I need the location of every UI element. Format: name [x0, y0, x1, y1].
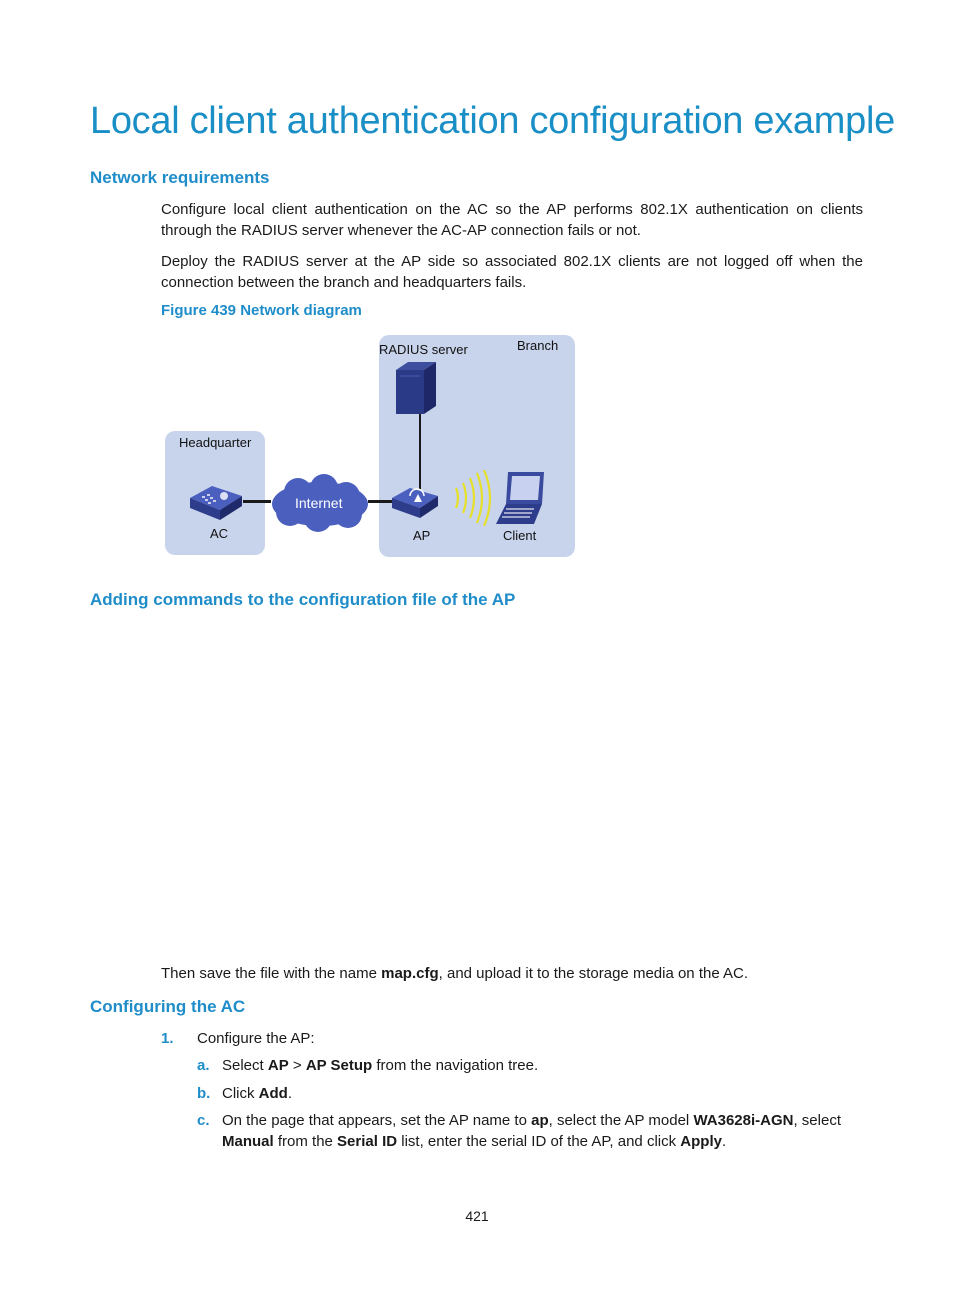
substep-a-letter [197, 1055, 210, 1076]
figure-caption: Figure 439 Network diagram [161, 302, 362, 319]
substep-c-l2-post: . [721, 1133, 727, 1150]
config-filename: map.cfg [381, 965, 439, 982]
substep-c-marker: c. [197, 1112, 210, 1129]
paragraph-local-auth: Configure local client authentication on the AC so the AP performs 802.1X authentication on clients through the RADIUS server whenever the AC-AP connection fails or not. [161, 201, 863, 239]
section-heading-configuring-ac: Configuring the AC [90, 997, 246, 1016]
substep-c-l2-mid2: list, enter the serial ID of the AP, and click [397, 1133, 681, 1150]
section-heading-network-requirements: Network requirements [90, 168, 270, 187]
save-file-instruction [161, 963, 863, 984]
paragraph-radius-deploy: Deploy the RADIUS server at the AP side so associated 802.1X clients are not logged off when the connection between the branch and headquarters fails. [161, 253, 863, 291]
server-icon [394, 360, 438, 416]
substep-a-text [222, 1055, 538, 1076]
radius-server-label: RADIUS server [379, 342, 468, 357]
substep-c-letter [197, 1110, 210, 1131]
save-text-pre: Then save the file with the name [161, 965, 382, 982]
wireless-signal-icon [450, 470, 494, 526]
ac-label: AC [210, 526, 229, 541]
laptop-icon [494, 468, 550, 526]
substep-b-text [222, 1083, 292, 1104]
step-1-number [161, 1028, 174, 1049]
substep-a-marker: a. [197, 1057, 210, 1074]
page-title: Local client authentication configuration example [90, 100, 895, 142]
ap-model-value: WA3628i-AGN [693, 1112, 794, 1129]
substep-c-text-line1 [222, 1110, 841, 1131]
button-apply-ref: Apply [680, 1133, 722, 1150]
substep-a-sep: > [288, 1057, 306, 1074]
link-ac-internet [243, 500, 271, 503]
substep-c-l1-pre: On the page that appears, set the AP name to [222, 1112, 532, 1129]
save-text-post: , and upload it to the storage media on the AC. [438, 965, 749, 982]
substep-a-pre: Select [222, 1057, 268, 1074]
manual-option: Manual [222, 1133, 274, 1150]
section-heading-adding-commands: Adding commands to the configuration file of the AP [90, 590, 516, 609]
link-ap-radius [419, 405, 421, 490]
substep-c-l2-mid1: from the [273, 1133, 338, 1150]
substep-b-pre: Click [222, 1085, 259, 1102]
step-1-marker: 1. [161, 1030, 174, 1047]
client-label: Client [503, 528, 537, 543]
menu-ap-setup: AP Setup [305, 1057, 373, 1074]
ap-label: AP [413, 528, 431, 543]
substep-a-post: from the navigation tree. [372, 1057, 539, 1074]
ap-name-value: ap [531, 1112, 549, 1129]
ac-controller-icon [190, 482, 246, 524]
serial-id-list: Serial ID [337, 1133, 398, 1150]
menu-ap: AP [267, 1057, 289, 1074]
substep-c-l1-post: , select [793, 1112, 841, 1129]
step-1-text: Configure the AP: [197, 1030, 315, 1047]
substep-b-post: . [287, 1085, 293, 1102]
substep-b-letter [197, 1083, 210, 1104]
button-add-ref: Add [258, 1085, 288, 1102]
substep-c-text-line2 [222, 1131, 726, 1152]
branch-label: Branch [517, 338, 559, 353]
substep-b-marker: b. [197, 1085, 211, 1102]
internet-label: Internet [295, 495, 343, 511]
substep-c-l1-mid: , select the AP model [548, 1112, 694, 1129]
access-point-icon [392, 486, 448, 522]
headquarter-label: Headquarter [179, 435, 252, 450]
page-number: 421 [465, 1208, 489, 1224]
